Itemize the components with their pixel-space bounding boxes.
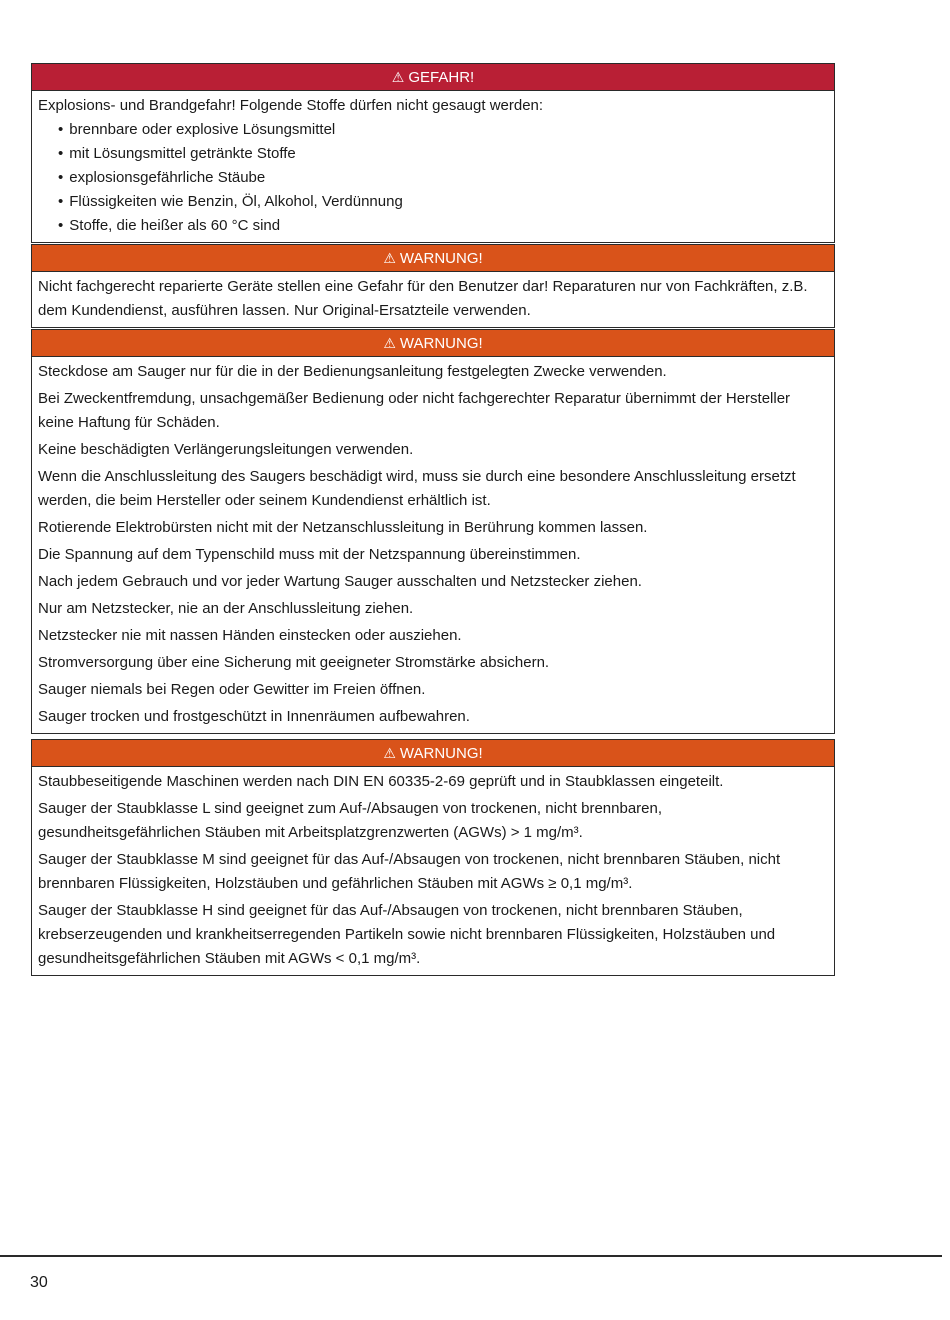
- warning-box-dust-classes: [31, 739, 835, 976]
- paragraph: Steckdose am Sauger nur für die in der Bedienungsanleitung festgelegten Zwecke verwenden.: [38, 363, 667, 380]
- warning-triangle-icon: ⚠: [383, 335, 396, 351]
- footer-divider: [0, 1255, 942, 1257]
- paragraph: Rotierende Elektrobürsten nicht mit der Netzanschlussleitung in Berührung kommen lassen.: [38, 519, 648, 536]
- warning-box-electrical: [31, 329, 835, 734]
- paragraph: Nur am Netzstecker, nie an der Anschlussleitung ziehen.: [38, 600, 414, 617]
- warning-header-label: WARNUNG!: [399, 745, 483, 762]
- danger-body: [32, 91, 834, 242]
- list-item: • Flüssigkeiten wie Benzin, Öl, Alkohol, Verdünnung: [58, 190, 826, 214]
- danger-intro: Explosions- und Brandgefahr! Folgende Stoffe dürfen nicht gesaugt werden:: [38, 97, 544, 114]
- paragraph: Sauger trocken und frostgeschützt in Innenräumen aufbewahren.: [38, 708, 470, 725]
- paragraph: Sauger der Staubklasse L sind geeignet zum Auf-/Absaugen von trockenen, nicht brennbaren, gesundheitsgefährlichen Stäuben mit Arbeitsplatzgrenzwerten (AGWs) > 1 mg/m³.: [38, 800, 663, 841]
- page-number: 30: [30, 1274, 48, 1291]
- list-item: • mit Lösungsmittel getränkte Stoffe: [58, 142, 826, 166]
- warning-header: [32, 740, 834, 767]
- paragraph: Wenn die Anschlussleitung des Saugers beschädigt wird, muss sie durch eine besondere Anschlussleitung ersetzt werden, die beim Hersteller oder seinem Kundendienst erhältlich ist.: [38, 468, 796, 509]
- danger-list: [38, 118, 826, 238]
- warning-body: [32, 767, 834, 975]
- warning-body: [32, 357, 834, 733]
- paragraph: Netzstecker nie mit nassen Händen einstecken oder ausziehen.: [38, 627, 462, 644]
- paragraph: Sauger niemals bei Regen oder Gewitter im Freien öffnen.: [38, 681, 426, 698]
- warning-triangle-icon: ⚠: [391, 69, 405, 85]
- list-item: • explosionsgefährliche Stäube: [58, 166, 826, 190]
- danger-box: [31, 63, 835, 243]
- paragraph: Sauger der Staubklasse H sind geeignet für das Auf-/Absaugen von trockenen, nicht brennbaren Stäuben, krebserzeugenden und krankheitserregenden Partikeln sowie nicht brennbaren Flüssigkeiten, Holzstäuben und gesundheitsgefährlichen Stäuben mit AGWs < 0,1 mg/m³.: [38, 902, 776, 967]
- paragraph: Staubbeseitigende Maschinen werden nach DIN EN 60335-2-69 geprüft und in Staubklassen eingeteilt.: [38, 773, 724, 790]
- warning-header: [32, 245, 834, 272]
- warning-header-label: WARNUNG!: [399, 250, 483, 267]
- paragraph: Nach jedem Gebrauch und vor jeder Wartung Sauger ausschalten und Netzstecker ziehen.: [38, 573, 642, 590]
- paragraph: Nicht fachgerecht reparierte Geräte stellen eine Gefahr für den Benutzer dar! Reparaturen nur von Fachkräften, z.B. dem Kundendienst, ausführen lassen. Nur Original-Ersatzteile verwenden.: [38, 278, 808, 319]
- paragraph: Sauger der Staubklasse M sind geeignet für das Auf-/Absaugen von trockenen, nicht brennbaren Stäuben, nicht brennbaren Flüssigkeiten, Holzstäuben und gefährlichen Stäuben mit AGWs ≥ 0,1 mg/m³.: [38, 851, 781, 892]
- list-item: • brennbare oder explosive Lösungsmittel: [58, 118, 826, 142]
- warning-triangle-icon: ⚠: [383, 745, 396, 761]
- warning-triangle-icon: ⚠: [383, 250, 396, 266]
- paragraph: Bei Zweckentfremdung, unsachgemäßer Bedienung oder nicht fachgerechter Reparatur übernimmt der Hersteller keine Haftung für Schäden.: [38, 390, 791, 431]
- warning-header: [32, 330, 834, 357]
- warning-header-label: WARNUNG!: [399, 335, 483, 352]
- paragraph: Die Spannung auf dem Typenschild muss mit der Netzspannung übereinstimmen.: [38, 546, 581, 563]
- paragraph: Stromversorgung über eine Sicherung mit geeigneter Stromstärke absichern.: [38, 654, 550, 671]
- warning-box-repair: [31, 244, 835, 328]
- warning-body: [32, 272, 834, 327]
- list-item: • Stoffe, die heißer als 60 °C sind: [58, 214, 826, 238]
- danger-header-label: GEFAHR!: [408, 69, 475, 86]
- paragraph: Keine beschädigten Verlängerungsleitungen verwenden.: [38, 441, 414, 458]
- danger-header: [32, 64, 834, 91]
